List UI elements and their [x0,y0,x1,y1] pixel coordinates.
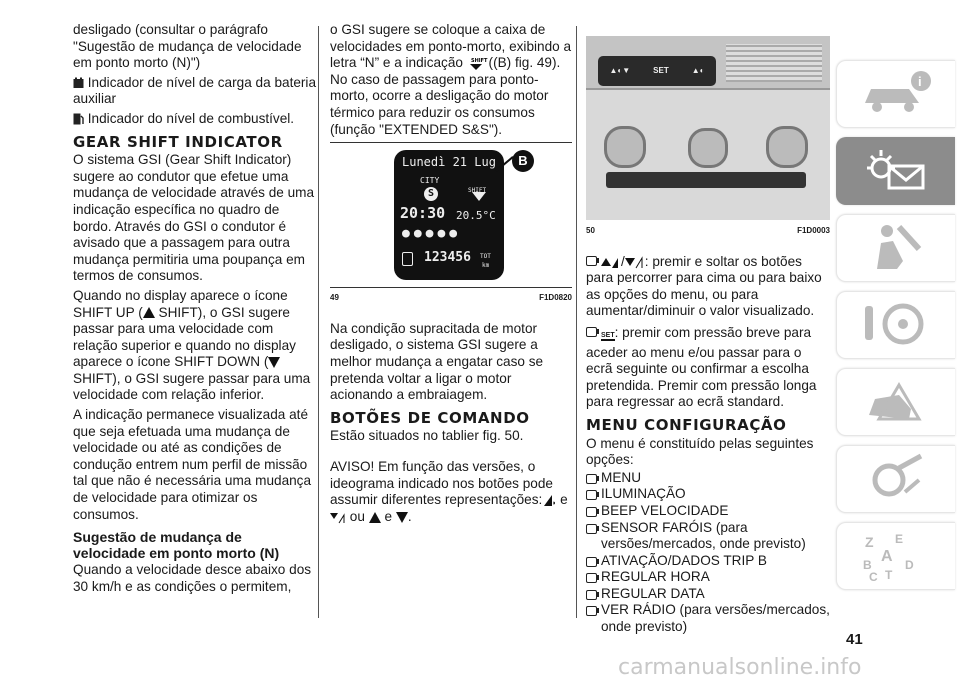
paragraph: Estão situados no tablier fig. 50. [330,428,524,444]
list-item: BEEP VELOCIDADE [586,503,830,520]
svg-text:B: B [863,558,872,572]
paragraph-shift: Quando no display aparece o ícone SHIFT UP ( SHIFT), o GSI sugere passar para uma velocidade com relação superior e quando no display aparece o ícone SHIFT DOWN ( SHIFT), o GSI sugere passar para uma velocidade com relação inferior. [73,287,311,403]
section-heading: MENU CONFIGURAÇÃO [586,415,787,434]
paragraph: A indicação permanece visualizada até que seja efetuada uma mudança de velocidade ou até as condições de condução entrem num perfil de missão tal que não é necessária uma mudança de velocidade para otimizar os consumos. [73,407,312,522]
paragraph: O menu é constituído pelas seguintes opções: [586,435,814,468]
steering-icon [859,298,933,350]
section-heading: GEAR SHIFT INDICATOR [73,132,283,151]
display-fuel-icon [402,252,413,266]
column-divider [576,26,577,618]
brightness-up-button-icon: ▲◐▼ [609,65,631,75]
fuel-icon [73,113,84,125]
list-item: ATIVAÇÃO/DADOS TRIP B [586,553,830,570]
svg-text:C: C [869,570,878,584]
paragraph-arrows: / : premir e soltar os botões para percorrer para cima ou para baixo as opções do menu, ou para aumentar/diminuir o valor visualizado. [586,253,822,319]
svg-text:◗: ◗ [552,500,557,507]
paragraph: O sistema GSI (Gear Shift Indicator) sugere ao condutor que efetue uma mudança de velocidade através de uma indicação específica no quadro de bordo. Através do GSI o condutor é avisado que a passagem para outra mudança permitiria uma poupança em termos de consumos. [73,152,315,284]
svg-text:SHIFT: SHIFT [470,57,488,64]
bullet-icon [586,507,597,517]
brightness-icon [542,494,556,507]
dashboard-photo [586,36,830,220]
display-gear-letter: S [424,187,438,201]
list-item: REGULAR HORA [586,569,830,586]
column-divider [318,26,319,618]
bullet-icon [586,256,597,266]
figure-49 [330,142,572,285]
tab-index[interactable] [836,522,955,590]
tab-warning-lights[interactable] [836,137,955,205]
svg-text:E: E [895,532,904,546]
bullet-icon [586,524,597,534]
watermark: carmanualsonline.info [618,655,862,680]
display-odometer: 123456 [424,250,471,266]
set-button: SET [653,65,669,75]
set-icon: SET [601,331,615,339]
bullet-icon [586,490,597,500]
figure-number: 49 [330,293,339,303]
bullet-icon [586,606,597,616]
paragraph-aviso: AVISO! Em função das versões, o ideograma indicado nos botões pode assumir diferentes representações: ◗ e ou e . [330,458,568,524]
car-info-icon [859,67,933,119]
index-icon [859,529,933,584]
display-date: Lunedì 21 Lug [402,155,496,170]
tab-safety[interactable] [836,214,955,282]
svg-text:T: T [885,568,893,582]
display-temp: 20.5°C [456,209,496,223]
climate-knob-center [688,128,728,168]
climate-knob-left [604,126,646,168]
list-item: REGULAR DATA [586,586,830,603]
figure-code: F1D0003 [797,226,830,235]
paragraph: o GSI sugere se coloque a caixa de velocidades em ponto-morto, exibindo a letra “N” e a indicação SHIFT ((B) fig. 49). No caso de passagem para ponto-morto, ocorre a desligação do motor térmico para reduzir os consumos (função "EXTENDED S&S"). [330,22,572,137]
list-item: SENSOR FARÓIS (para versões/mercados, onde previsto) [586,520,830,553]
climate-knob-right [766,126,808,168]
paragraph-fuel: Indicador do nível de combustível. [73,111,317,128]
button-strip [606,172,806,188]
column-right [586,22,830,636]
tab-maintenance[interactable] [836,445,955,513]
svg-text:D: D [905,558,914,572]
column-left [73,22,317,598]
bullet-icon [586,573,597,583]
paragraph-battery: Indicador de nível de carga da bateria auxiliar [73,74,317,107]
display-shift-arrow-icon [472,192,486,201]
paragraph: Na condição supracitada de motor desligado, o sistema GSI sugere a melhor mudança a engatar caso se pretenda voltar a ligar o motor acionando a embraiagem. [330,320,544,403]
shift-down-icon [268,357,280,368]
arrow-down-icon [396,512,408,523]
bullet-icon [586,557,597,567]
bullet-icon [586,327,597,337]
tab-emergency[interactable] [836,368,955,436]
vent-right [726,44,822,82]
list-item: MENU [586,470,830,487]
section-heading: BOTÕES DE COMANDO [330,408,530,427]
brightness-button-icon: ▲◐ [691,65,705,75]
svg-text:i: i [918,74,922,89]
brightness-down-icon [330,511,346,524]
list-item: ILUMINAÇÃO [586,486,830,503]
shift-up-icon [143,307,155,318]
paragraph: Quando a velocidade desce abaixo dos 30 km/h e as condições o permitem, [73,562,312,594]
car-crash-icon [859,375,933,427]
display-seat-icons: ●●●●● [402,226,462,242]
display-mode: CITY [420,176,440,186]
page-number: 41 [846,631,863,648]
callout-b: B [512,150,534,172]
bullet-icon [586,590,597,600]
neutral-gear-icon [467,57,488,71]
bullet-icon [586,474,597,484]
seat-airbag-icon [859,221,933,273]
chapter-sidebar [836,60,960,599]
control-buttons-panel [598,56,716,86]
figure-number: 50 [586,226,595,235]
figure-50 [586,36,830,221]
subheading: Sugestão de mudança de velocidade em ponto morto (N) [73,529,280,562]
service-icon [859,452,933,504]
display-odo-tot: TOT [480,253,491,261]
paragraph: desligado (consultar o parágrafo "Sugestão de mudança de velocidade em ponto morto (N)") [73,22,302,71]
svg-text:A: A [881,548,893,565]
list-item: VER RÁDIO (para versões/mercados, onde previsto) [586,602,830,635]
arrow-up-brightness-icon [601,256,621,269]
arrow-down-brightness-icon [625,256,645,269]
display-odo-km: km [482,262,490,270]
lcd-display [394,150,504,280]
column-middle [330,22,572,528]
figure-code: F1D0820 [539,293,572,303]
tab-car-info[interactable] [836,60,955,128]
display-shift-label: SHIFT [468,187,487,195]
battery-icon [73,77,84,89]
tab-driving[interactable] [836,291,955,359]
paragraph-set: SET: premir com pressão breve para aceder ao menu e/ou passar para o ecrã seguinte ou confirmar a escolha pretendida. Premir com pressão longa para regressar ao ecrã standard. [586,324,817,410]
menu-list [586,470,830,636]
svg-text:Z: Z [865,534,874,550]
figure-caption [330,290,572,307]
warning-light-icon [859,144,933,196]
figure-caption [586,223,830,240]
arrow-up-icon [369,512,381,523]
display-time: 20:30 [400,204,446,223]
